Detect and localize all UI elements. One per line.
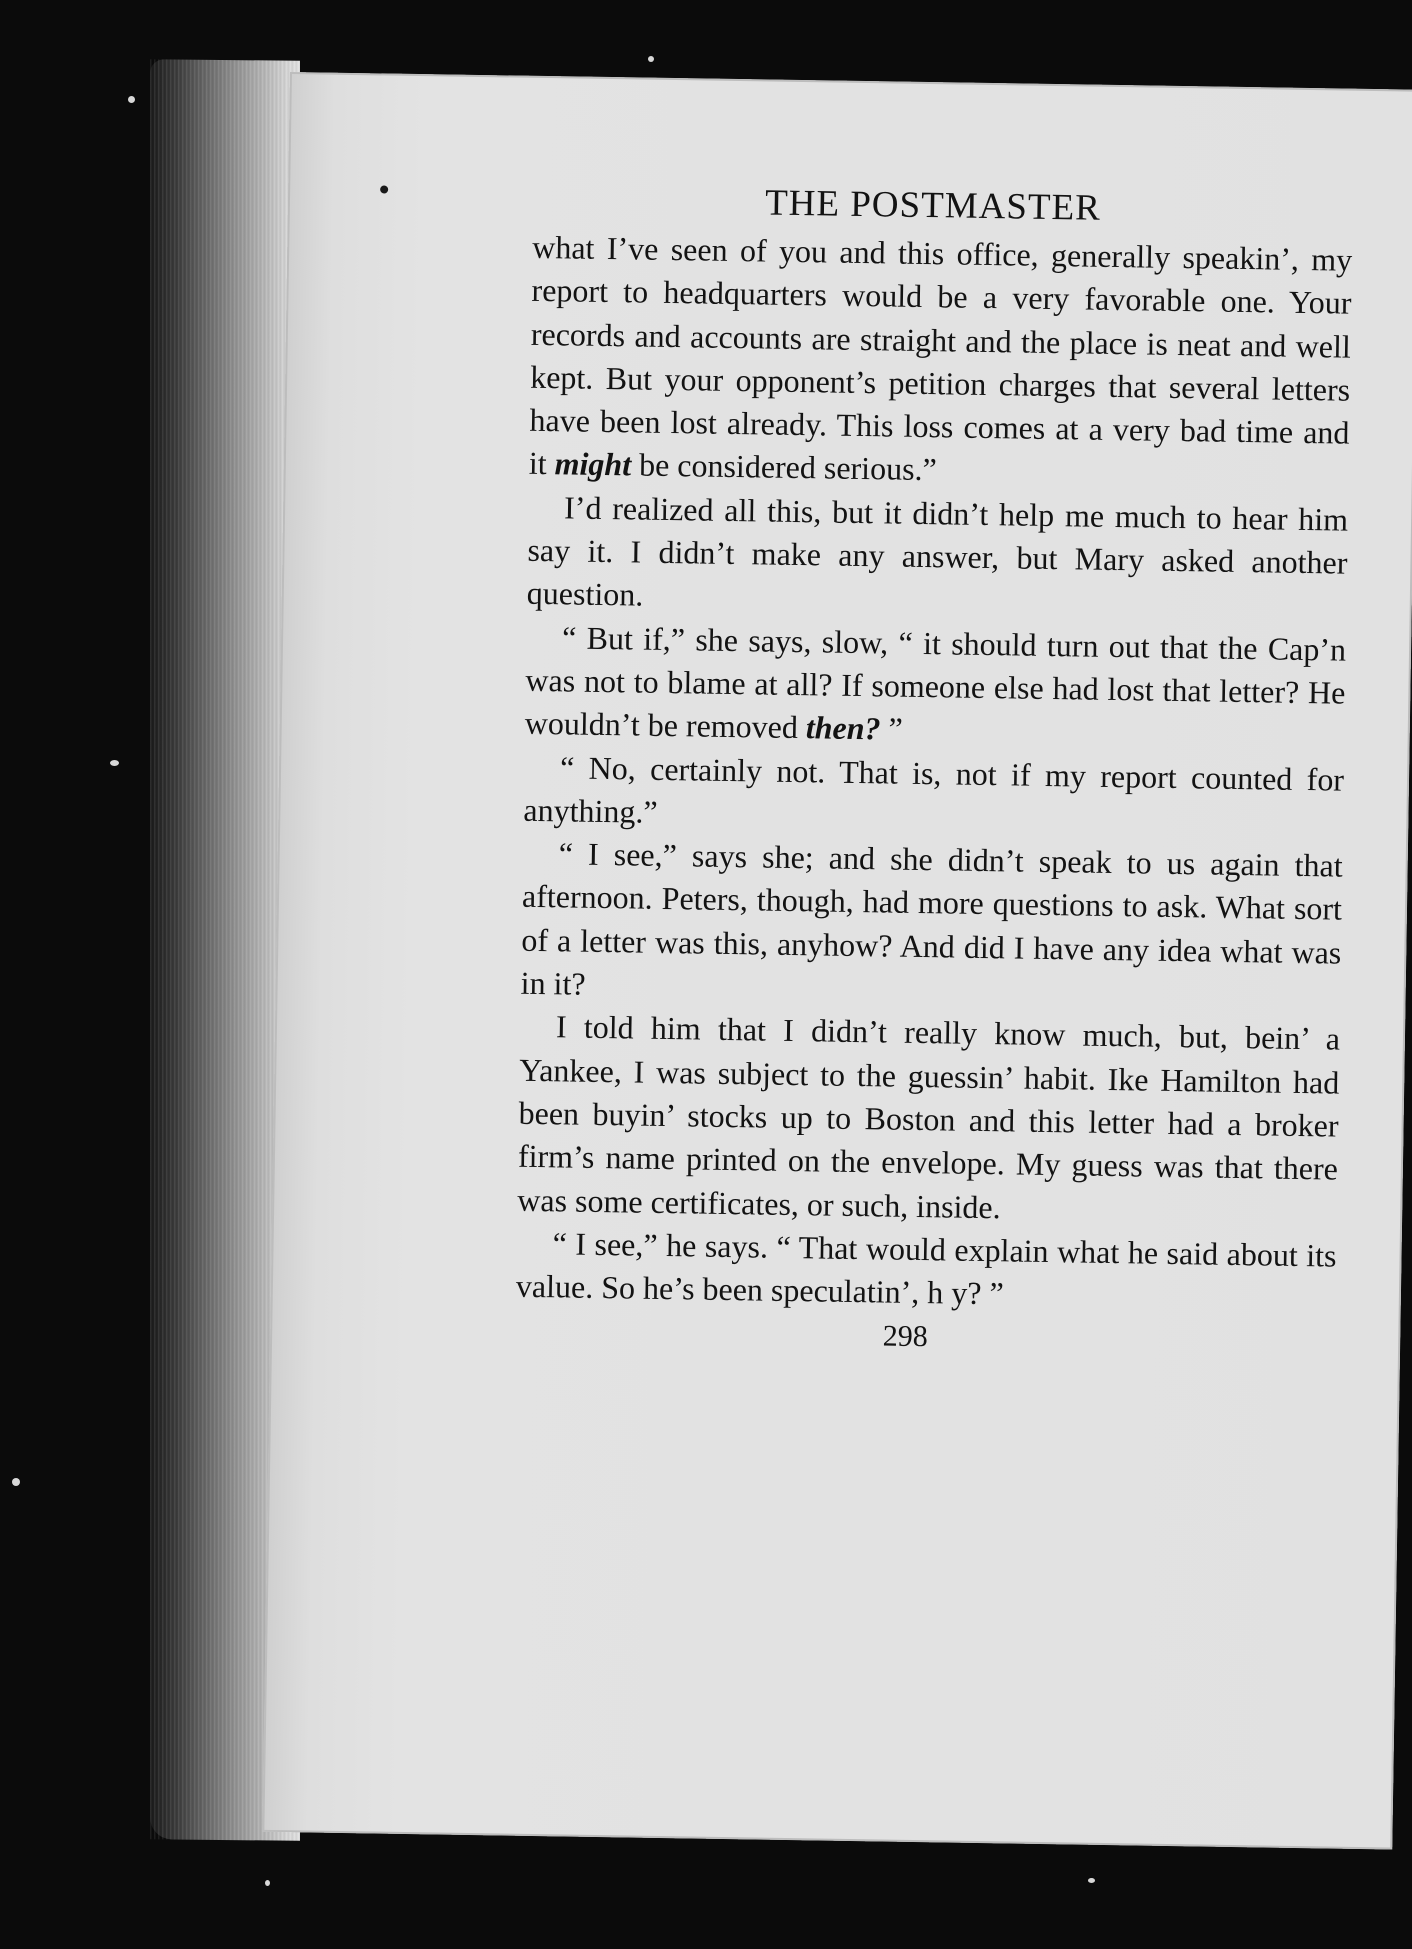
paragraph-4 [523, 745, 1344, 844]
dust-speck [1088, 1878, 1095, 1883]
paragraph-3-text: “ But if,” she says, slow, “ it should turn out that the Cap’n was not to blame at all? If someone else had lost that letter? He wouldn’t be removed [524, 619, 1347, 746]
paragraph-3-text-end: ” [880, 710, 904, 747]
paragraph-5-text: “ I see,” says she; and she didn’t speak to us again that afternoon. Peters, though, had more questions to ask. What sort of a letter was this, anyhow? And did I have any idea what was in it? [520, 835, 1343, 1002]
page-number: 298 [882, 1319, 928, 1354]
dust-speck [128, 96, 135, 103]
paragraph-1-emphasis: might [554, 445, 632, 483]
dust-speck [110, 760, 119, 766]
paragraph-2-text: I’d realized all this, but it didn’t help me much to hear him say it. I didn’t make any answer, but Mary asked another question. [526, 489, 1349, 613]
paragraph-7 [516, 1222, 1337, 1321]
paragraph-1 [529, 226, 1353, 499]
paragraph-3 [524, 615, 1346, 758]
running-head: THE POSTMASTER [764, 182, 1102, 229]
dust-speck [12, 1478, 20, 1486]
ink-speck [380, 185, 388, 193]
paragraph-7-text: “ I see,” he says. “ That would explain what he said about its value. So he’s been speculatin’, h y? ” [515, 1225, 1337, 1312]
paragraph-6 [517, 1005, 1340, 1234]
dust-speck [648, 56, 654, 62]
paragraph-2 [526, 486, 1348, 629]
paragraph-5 [520, 832, 1343, 1018]
book-page [262, 72, 1412, 1850]
paragraph-3-emphasis: then? [805, 709, 881, 747]
paragraph-4-text: “ No, certainly not. That is, not if my report counted for anything.” [523, 748, 1345, 830]
paragraph-1-text-end: be considered serious.” [630, 446, 938, 488]
body-text [516, 226, 1353, 1321]
paragraph-6-text: I told him that I didn’t really know much, but, bein’ a Yankee, I was subject to the guessin’ habit. Ike Hamilton had been buyin’ stocks up to Boston and this letter had a broker firm’s name printed on the envelope. My guess was that there was some certificates, or such, inside. [517, 1008, 1341, 1225]
paragraph-1-text: what I’ve seen of you and this office, generally speakin’, my report to headquarters would be a very favorable one. Your records and accounts are straight and the place is neat and well kept. But your opponent’s petition charges that several letters have been lost already. This loss comes at a very bad time and it [528, 228, 1353, 482]
dust-speck [265, 1880, 270, 1886]
page-text-block [515, 174, 1353, 1361]
